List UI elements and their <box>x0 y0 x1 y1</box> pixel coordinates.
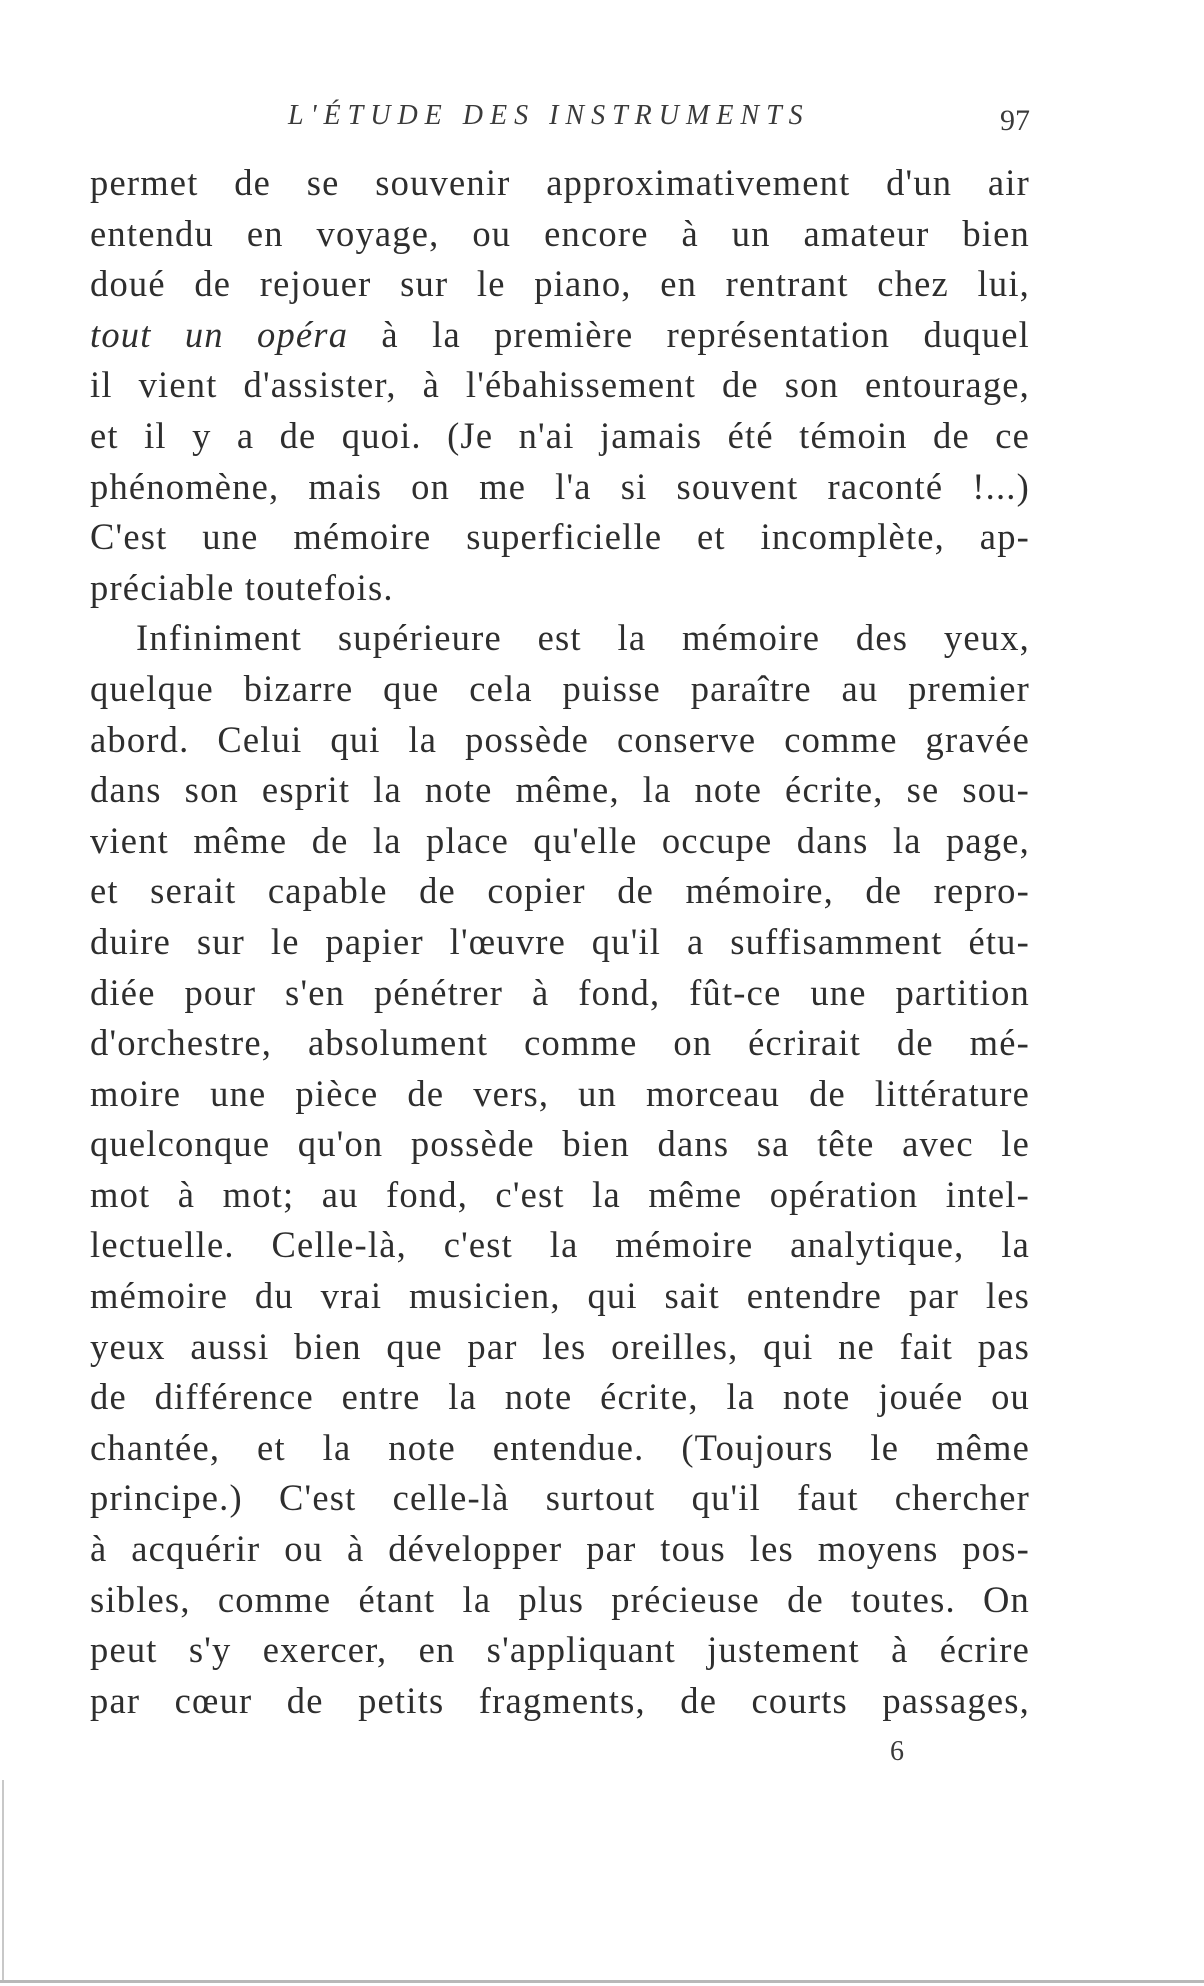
text-line: Infiniment supérieure est la mémoire des yeux, <box>136 617 1030 659</box>
text-line: chantée, et la note entendue. (Toujours le même <box>90 1426 1030 1468</box>
text-line: vient même de la place qu'elle occupe dans la page, <box>90 819 1030 861</box>
text-line: à acquérir ou à développer par tous les moyens pos- <box>90 1528 1030 1570</box>
page-number: 97 <box>1000 104 1030 137</box>
text-line <box>90 310 1030 361</box>
body-text <box>90 158 1030 1726</box>
text-line: d'orchestre, absolument comme on écrirait de mé- <box>90 1022 1030 1064</box>
text-line: lectuelle. Celle-là, c'est la mémoire analytique, la <box>90 1224 1030 1266</box>
text-line: permet de se souvenir approximativement d'un air <box>90 162 1030 203</box>
text-line: sibles, comme étant la plus précieuse de toutes. On <box>90 1578 1030 1620</box>
text-line: mémoire du vrai musicien, qui sait entendre par les <box>90 1275 1030 1317</box>
text-line: entendu en voyage, ou encore à un amateur bien <box>90 212 1030 254</box>
text-line: diée pour s'en pénétrer à fond, fût-ce une partition <box>90 971 1030 1013</box>
text-line: de différence entre la note écrite, la note jouée ou <box>90 1376 1030 1418</box>
text-line: par cœur de petits fragments, de courts passages, <box>90 1679 1030 1721</box>
bottom-scan-edge <box>0 1980 1204 1983</box>
text-line: phénomène, mais on me l'a si souvent raconté !...) <box>90 465 1030 507</box>
signature-mark: 6 <box>890 1736 904 1767</box>
text-line: quelque bizarre que cela puisse paraître au premier <box>90 667 1030 709</box>
text-line-rest: à la première représentation duquel <box>348 313 1030 355</box>
text-line: dans son esprit la note même, la note écrite, se sou- <box>90 769 1030 811</box>
text-line: C'est une mémoire superficielle et incomplète, ap- <box>90 516 1030 558</box>
text-line: doué de rejouer sur le piano, en rentrant chez lui, <box>90 263 1030 305</box>
text-line: préciable toutefois. <box>90 566 394 608</box>
text-line: yeux aussi bien que par les oreilles, qui ne fait pas <box>90 1325 1030 1367</box>
text-line: quelconque qu'on possède bien dans sa tête avec le <box>90 1123 1030 1165</box>
text-line: duire sur le papier l'œuvre qu'il a suffisamment étu- <box>90 920 1030 962</box>
text-line: et il y a de quoi. (Je n'ai jamais été témoin de ce <box>90 414 1030 456</box>
text-line: mot à mot; au fond, c'est la même opération intel- <box>90 1173 1030 1215</box>
text-line: et serait capable de copier de mémoire, de repro- <box>90 870 1030 912</box>
page-edge-line <box>2 1780 4 1980</box>
text-line: abord. Celui qui la possède conserve comme gravée <box>90 718 1030 760</box>
text-line: il vient d'assister, à l'ébahissement de son entourage, <box>90 364 1030 406</box>
text-line: peut s'y exercer, en s'appliquant justement à écrire <box>90 1629 1030 1671</box>
text-line: moire une pièce de vers, un morceau de littérature <box>90 1072 1030 1114</box>
running-head-title: L'ÉTUDE DES INSTRUMENTS <box>288 100 810 131</box>
italic-phrase: tout un opéra <box>90 313 349 355</box>
text-line: principe.) C'est celle-là surtout qu'il faut chercher <box>90 1477 1030 1519</box>
